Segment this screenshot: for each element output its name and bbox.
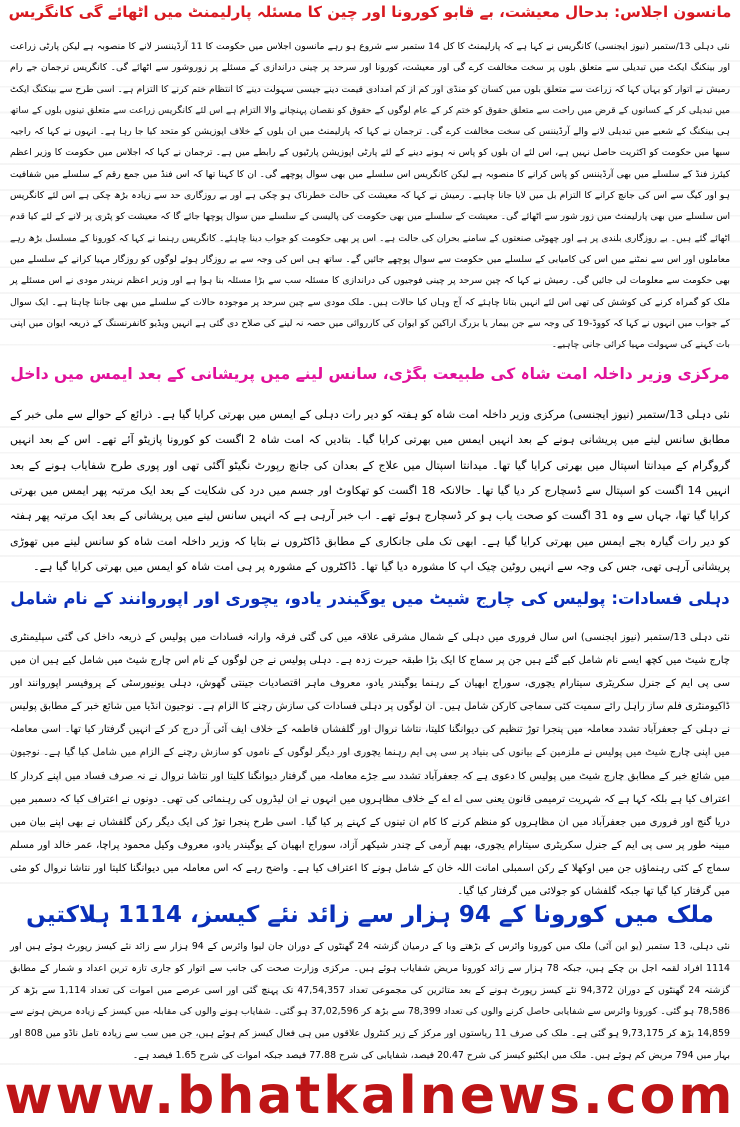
headline-amit-shah-aiims: مرکزی وزیر داخلہ امت شاہ کی طبیعت بگڑی، سانس لینے میں پریشانی کے بعد ایمس میں داخل <box>10 366 730 383</box>
headline-delhi-riots-chargesheet: دہلی فسادات: پولیس کی چارج شیٹ میں یوگیندر یادو، یچوری اور اپوروانند کے نام شامل <box>10 590 730 608</box>
news-story-corona-cases <box>0 902 740 1066</box>
news-story-delhi-riots <box>0 590 740 902</box>
headline-corona-cases: ملک میں کورونا کے 94 ہزار سے زائد نئے کیسز، 1114 ہلاکتیں <box>26 902 714 928</box>
article-body-delhi-riots: نئی دہلی 13/ستمبر (نیوز ایجنسی) اس سال فروری میں دہلی کے شمال مشرقی علاقہ میں کی گئی فرقہ وارانہ فسادات میں پولیس کے ذریعہ داخل کی گئی سپلیمنٹری چارج شیٹ میں کچھ ایسے نام شامل کیے گئے ہیں جن پر سماج کا ایک بڑا طبقہ حیرت زدہ ہے۔ دہلی پولیس نے جن لوگوں کے نام اس چارج شیٹ میں شامل کیے ہیں ان میں سی پی ایم کے جنرل سکریٹری سیتارام یچوری، سوراج ابھیان کے رہنما یوگیندر یادو، معروف ماہر اقتصادیات جینتی گھوش، دہلی یونیورسٹی کے پروفیسر اپوروانند اور ڈاکیومنٹری فلم ساز راہل رائے سمیت کئی سماجی کارکن شامل ہیں۔ ان لوگوں پر دہلی فسادات کی سازش رچنے کا الزام ہے۔ نوجیون انڈیا میں شائع خبر کے مطابق پولیس نے دہلی کے جعفرآباد تشدد معاملہ میں پنجرا توڑ تنظیم کی دیوانگنا کلیتا، نتاشا نروال اور گلفشاں فاطمہ کے خلاف ایف آئی آر درج کر کے انہیں گرفتار کیا تھا۔ اسی معاملہ میں اپنی چارج شیٹ میں پولیس نے ملزمین کے بیانوں کی بنیاد پر سی پی ایم رہنما یچوری اور دیگر لوگوں کے ناموں کو سازش رچنے کے الزام میں شامل کیا گیا ہے۔ نوجیون میں شائع خبر کے مطابق چارج شیٹ میں پولیس کا دعوی ہے کہ جعفرآباد تشدد سے جڑے معاملہ میں گرفتار دیوانگنا کلیتا اور نتاشا نروال نے نہ صرف فساد میں اپنے کردار کا اعتراف کیا ہے بلکہ کہا ہے کہ شہریت ترمیمی قانون یعنی سی اے اے کے خلاف مظاہروں میں انہوں نے ان لیڈروں کی رہنمائی کی تھی۔ دونوں نے اعتراف کیا کہ دسمبر میں دریا گنج اور فروری میں جعفرآباد میں ان مظاہروں کو منظم کرنے کا کام ان تینوں کے کہنے پر کیا گیا۔ اسی طرح پنجرا توڑ کی ایک دیگر رکن گلفشاں نے بھی اپنے بیان میں مبینہ طور پر سی پی ایم کے جنرل سکریٹری سیتارام یچوری، بھیم آرمی کے چندر شیکھر آزاد، سوراج ابھیان کے یوگیندر یادو، معروف وکیل محمود پراچا، عمر خالد اور مسلم سماج کے کئی رہنماؤں جن میں اوکھلا کے رکن اسمبلی امانت اللہ خان کے شامل ہونے کا اعتراف کیا ہے۔ واضح رہے کہ اس معاملہ میں دیوانگنا کلیتا اور نتاشا نروال کو مئی میں گرفتار کیا گیا تھا جبکہ گلفشاں کو جولائی میں گرفتار کیا گیا۔ <box>0 626 740 902</box>
news-story-amit-shah <box>0 366 740 584</box>
article-body-corona-cases: نئی دہلی، 13 ستمبر (یو این آئی) ملک میں کورونا وائرس کے بڑھتے وبا کے درمیان گزشتہ 24 گھنٹوں کے دوران جان لیوا وائرس کے 94 ہزار سے زائد نئے کیسز رپورٹ ہوئے ہیں اور 1114 افراد لقمہ اجل بن چکے ہیں، جبکہ 78 ہزار سے زائد کورونا مریض شفایاب ہوئے ہیں۔ مرکزی وزارت صحت کی جانب سے اتوار کو جاری تازہ ترین اعداد و شمار کے مطابق گزشتہ 24 گھنٹوں کے دوران 94,372 نئے کیسز رپورٹ ہونے کے بعد متاثرین کی مجموعی تعداد 47,54,357 تک پہنچ گئی اور اسی عرصے میں اموات کی تعداد 1,114 سے بڑھ کر 78,586 ہو گئی۔ کورونا وائرس سے شفایابی حاصل کرنے والوں کی تعداد 78,399 سے بڑھ کر 37,02,596 ہو گئی۔ شفایاب ہونے والوں کی مقابلہ میں کیسز کے زیادہ مریض ہونے سے 14,859 بڑھ کر 9,73,175 ہو گئی ہے۔ ملک کی صرف 11 ریاستوں اور مرکز کے زیر کنٹرول علاقوں میں ہی فعال کیسز کم ہوئے ہیں، جن میں سب سے زیادہ تامل ناڈو میں 808 اور بہار میں 794 مریض کم ہوئے ہیں۔ ملک میں ایکٹیو کیسز کی شرح 20.47 فیصد، شفایابی کی شرح 77.88 فیصد جبکہ اموات کی شرح 1.65 فیصد ہے۔ <box>0 936 740 1066</box>
site-watermark: www.bhatkalnews.com <box>4 1068 736 1124</box>
news-story-congress <box>0 4 740 360</box>
headline-congress-monsoon-session: مانسون اجلاس: بدحال معیشت، بے قابو کورونا اور چین کا مسئلہ پارلیمنٹ میں اٹھائے گی کانگریس <box>8 4 732 21</box>
article-body-congress: نئی دہلی 13/ستمبر (نیوز ایجنسی) کانگریس نے کہا ہے کہ پارلیمنٹ کا کل 14 ستمبر سے شروع ہو رہے مانسون اجلاس میں حکومت کا 11 آرڈیننسز لانے کا منصوبہ ہے لیکن پارٹی زراعت اور بینکنگ ایکٹ میں تبدیلی سے متعلق بلوں پر سخت مخالفت کرے گی اور معیشت، کورونا اور سرحد پر چینی دراندازی کے مسئلے پر زوروشور سے اٹھائے گی۔ کانگریس ترجمان جے رام رمیش نے اتوار کو یہاں کہا کہ زراعت سے متعلق بلوں میں کسان کو منڈی اور کم از کم امدادی قیمت دینے جیسی سہولت دینے کا انتظام ختم کرنے کا التزام ہے۔ اسی طرح سے بینکنگ ایکٹ میں تبدیلی کر کے کسانوں کے قرض میں راحت سے متعلق حقوق کو ختم کر کے عام لوگوں کے حقوق کو نقصان پہنچانے والا التزام ہے اس لئے کانگریس زراعت سے متعلق تینوں بلوں کے ساتھ ہی بینکنگ کے شعبے میں تبدیلی لانے والے آرڈیننس کی سخت مخالفت کرے گی۔ ترجمان نے کہا کہ پارلیمنٹ میں ان بلوں کے خلاف اپوزیشن کو متحد کیا جا رہا ہے۔ انہوں نے کہا کہ راجیہ سبھا میں حکومت کو اکثریت حاصل نہیں ہے، اس لئے ان بلوں کو پاس نہ ہونے دینے کے لئے پارٹی اپوزیشن پارٹیوں کے رابطے میں ہے۔ ترجمان نے کہا کہ اجلاس میں حکومت کا وزیر اعظم کیئرز فنڈ کے سلسلے میں بھی آرڈیننس کو پاس کرانے کا منصوبہ ہے لیکن کانگریس اس سلسلے میں بھی سوال پوچھے گی۔ ان کا کہنا تھا کہ اس فنڈ میں جمع رقم کے سلسلے میں شفافیت ہو اور کیگ سے اس کی جانچ کرانے کا التزام بل میں لایا جانا چاہیے۔ رمیش نے کہا کہ معیشت کی حالت خطرناک ہو چکی ہے اور بے روزگاری حد سے زیادہ بڑھ چکی ہے اس لئے کانگریس اس سلسلے میں بھی پارلیمنٹ میں زور شور سے اٹھائے گی۔ معیشت کے سلسلے میں بھی حکومت کی پالیسی کے سلسلے میں سوال پوچھا جائے گا کہ معیشت کو پٹری پر لانے کے لئے کیا قدم اٹھائے گئے ہیں۔ بے روزگاری بلندی پر ہے اور چھوٹی صنعتوں کے سامنے بحران کی حالت ہے۔ اس پر بھی حکومت کو جواب دینا چاہئے۔ کانگریس رہنما نے کہا کہ کورونا کے مسلسل بڑھ رہے معاملوں اور اس سے نمٹنے میں اس کی کامیابی کے سلسلے میں حکومت سے سوال پوچھے جائیں گے۔ ساتھ ہی اس کی وجہ سے بے روزگار ہوئے لوگوں کو روزگار مہیا کرانے کے سلسلے میں بھی حکومت سے معلومات لی جائیں گی۔ رمیش نے کہا کہ چین سرحد پر چینی فوجیوں کی دراندازی کا مسئلہ سب سے بڑا مسئلہ بنا ہوا ہے اور وزیر اعظم نریندر مودی نے اس مسئلے پر ملک کو گمراہ کرنے کی کوشش کی تھی اس لئے انہیں بتانا چاہئے کہ آج وہاں کیا حالات ہیں۔ ملک مودی سے چین سرحد پر موجودہ حالات کے سلسلے میں بھی جاننا چاہتا ہے۔ ایک سوال کے جواب میں انہوں نے کہا کہ کووڈ-19 کی وجہ سے جن بیمار یا بزرگ اراکین کو ایوان کی کارروائی میں حصہ نہ لینے کی صلاح دی گئی ہے انہیں ویڈیو کانفرنسنگ کے ذریعہ ایوان میں اپنی بات کہنے کی سہولت مہیا کرائی جانی چاہیے۔ <box>0 36 740 360</box>
article-body-amit-shah: نئی دہلی 13/ستمبر (نیوز ایجنسی) مرکزی وزیر داخلہ امت شاہ کو ہفتہ کو دیر رات دہلی کے ایمس میں بھرتی کرایا گیا ہے۔ ذرائع کے حوالے سے ملی خبر کے مطابق سانس لینے میں پریشانی ہونے کے بعد انہیں ایمس میں بھرتی کرایا گیا۔ بتادیں کہ امت شاہ 2 اگست کو کورونا پازیٹو آئے تھے۔ اس کے بعد انہیں گروگرام کے میدانتا اسپتال میں بھرتی کرایا گیا تھا۔ میدانتا اسپتال میں علاج کے بعدان کی جانچ رپورٹ نگیٹو آگئی تھی اور پوری طرح شفایاب ہونے کے بعد انہیں 14 اگست کو اسپتال سے ڈسچارج کر دیا گیا تھا۔ حالانکہ 18 اگست کو تھکاوٹ اور جسم میں درد کی شکایت کے بعد ایک مرتبہ پھر ایمس میں بھرتی کرایا گیا تھا، جہاں سے وہ 31 اگست کو صحت یاب ہو کر ڈسچارج ہوئے تھے۔ اب خبر آرہی ہے کہ انہیں سانس لینے میں پریشانی کے بعد ایک مرتبہ پھر ہفتہ کو دیر رات گیارہ بجے ایمس میں بھرتی کرایا گیا ہے۔ ابھی تک ملی جانکاری کے مطابق ڈاکٹروں نے بتایا کہ وزیر داخلہ امت شاہ کو سانس لینے میں تھوڑی پریشانی آرہی تھی، جس کی وجہ سے انہیں روٹین چیک اپ کا مشورہ دیا گیا تھا۔ ڈاکٹروں کے مشورہ پر ہی امت شاہ کو ایمس میں بھرتی کرایا گیا ہے۔ <box>0 402 740 584</box>
